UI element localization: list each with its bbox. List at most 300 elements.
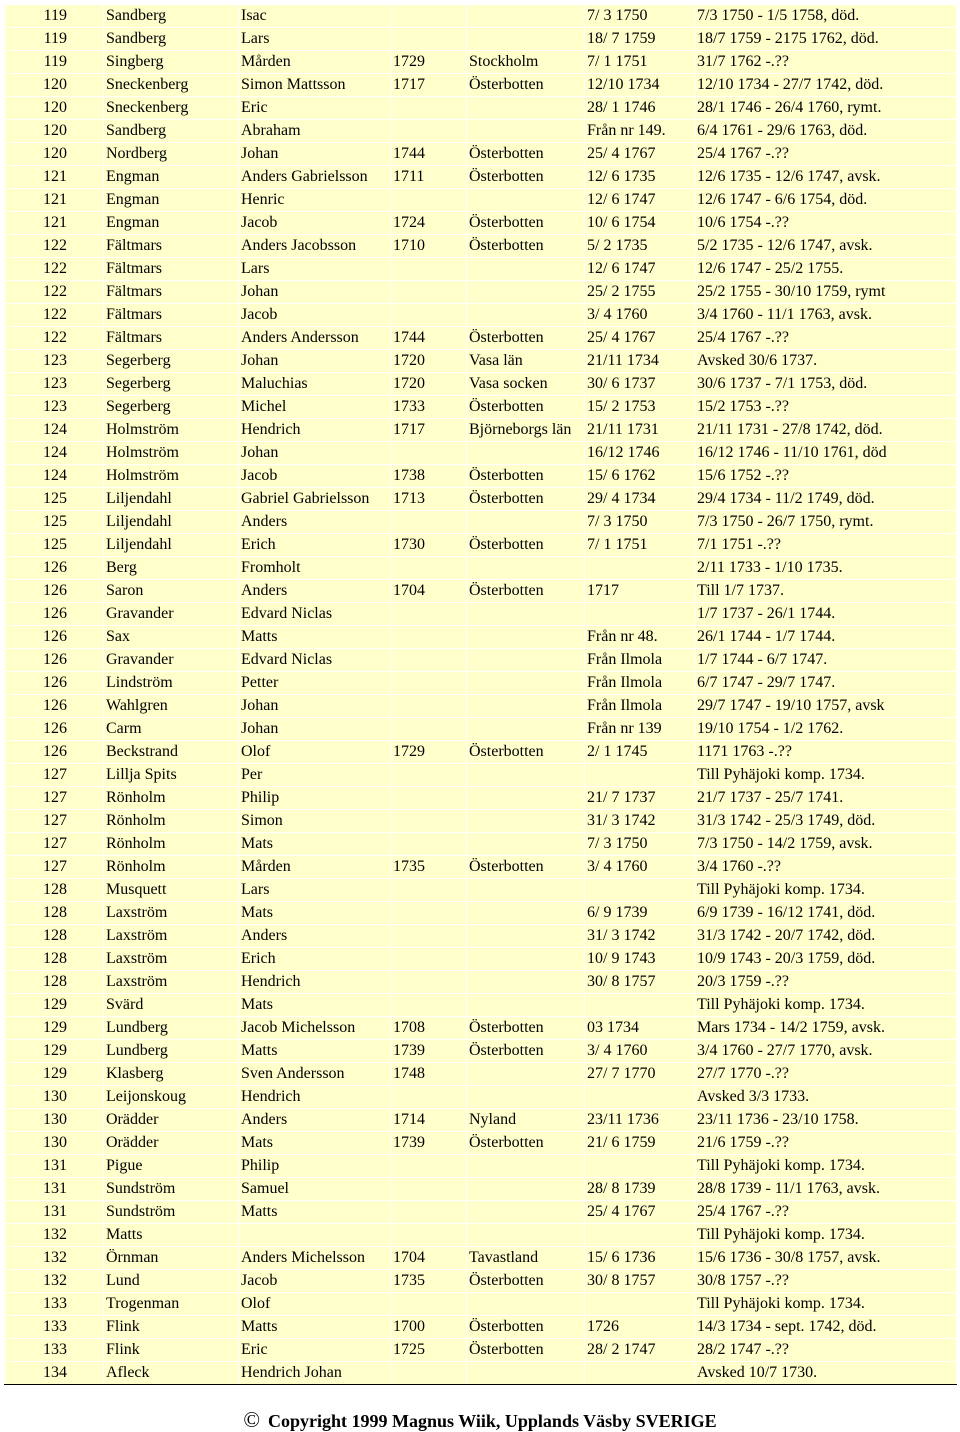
birth-year-cell <box>391 879 467 902</box>
service-period-cell: Avsked 30/6 1737. <box>695 350 957 373</box>
copyright-text: Copyright 1999 Magnus Wiik, Upplands Väsby SVERIGE <box>268 1411 717 1431</box>
birth-year-cell <box>391 764 467 787</box>
start-date-cell <box>585 1362 695 1385</box>
start-date-cell: 3/ 4 1760 <box>585 304 695 327</box>
birth-year-cell: 1720 <box>391 373 467 396</box>
birth-year-cell: 1729 <box>391 51 467 74</box>
origin-cell <box>467 1224 585 1247</box>
surname-cell: Flink <box>104 1339 239 1362</box>
start-date-cell: 7/ 3 1750 <box>585 511 695 534</box>
origin-cell: Vasa län <box>467 350 585 373</box>
table-row <box>5 1086 957 1109</box>
origin-cell: Österbotten <box>467 166 585 189</box>
birth-year-cell: 1725 <box>391 1339 467 1362</box>
origin-cell: Stockholm <box>467 51 585 74</box>
birth-year-cell <box>391 1293 467 1316</box>
birth-year-cell: 1744 <box>391 143 467 166</box>
table-row <box>5 925 957 948</box>
start-date-cell <box>585 603 695 626</box>
service-period-cell: 30/8 1757 -.?? <box>695 1270 957 1293</box>
birth-year-cell <box>391 649 467 672</box>
start-date-cell <box>585 1155 695 1178</box>
table-row <box>5 1040 957 1063</box>
given-name-cell: Matts <box>239 1040 391 1063</box>
table-row <box>5 51 957 74</box>
birth-year-cell <box>391 787 467 810</box>
given-name-cell: Jacob <box>239 212 391 235</box>
surname-cell: Laxström <box>104 925 239 948</box>
given-name-cell: Jacob <box>239 304 391 327</box>
origin-cell <box>467 1155 585 1178</box>
soldier-number-cell: 122 <box>5 304 104 327</box>
given-name-cell: Matts <box>239 1201 391 1224</box>
surname-cell: Rönholm <box>104 810 239 833</box>
birth-year-cell: 1713 <box>391 488 467 511</box>
service-period-cell: Till Pyhäjoki komp. 1734. <box>695 1224 957 1247</box>
table-row <box>5 1339 957 1362</box>
surname-cell: Laxström <box>104 902 239 925</box>
birth-year-cell <box>391 28 467 51</box>
soldier-number-cell: 127 <box>5 856 104 879</box>
birth-year-cell: 1710 <box>391 235 467 258</box>
given-name-cell: Hendrich <box>239 971 391 994</box>
birth-year-cell: 1733 <box>391 396 467 419</box>
service-period-cell: 19/10 1754 - 1/2 1762. <box>695 718 957 741</box>
service-period-cell: 23/11 1736 - 23/10 1758. <box>695 1109 957 1132</box>
service-period-cell: 16/12 1746 - 11/10 1761, död <box>695 442 957 465</box>
surname-cell: Liljendahl <box>104 511 239 534</box>
start-date-cell: Från nr 48. <box>585 626 695 649</box>
start-date-cell: 21/ 6 1759 <box>585 1132 695 1155</box>
origin-cell <box>467 28 585 51</box>
birth-year-cell: 1711 <box>391 166 467 189</box>
start-date-cell: 2/ 1 1745 <box>585 741 695 764</box>
start-date-cell: Från nr 139 <box>585 718 695 741</box>
start-date-cell: 25/ 4 1767 <box>585 327 695 350</box>
given-name-cell: Mats <box>239 902 391 925</box>
surname-cell: Laxström <box>104 948 239 971</box>
start-date-cell: 31/ 3 1742 <box>585 810 695 833</box>
service-period-cell: 25/4 1767 -.?? <box>695 143 957 166</box>
given-name-cell: Johan <box>239 718 391 741</box>
start-date-cell: 30/ 8 1757 <box>585 971 695 994</box>
surname-cell: Holmström <box>104 442 239 465</box>
birth-year-cell <box>391 925 467 948</box>
soldier-number-cell: 128 <box>5 971 104 994</box>
given-name-cell: Fromholt <box>239 557 391 580</box>
given-name-cell: Eric <box>239 97 391 120</box>
table-row <box>5 557 957 580</box>
table-row <box>5 511 957 534</box>
birth-year-cell <box>391 810 467 833</box>
given-name-cell: Edvard Niclas <box>239 603 391 626</box>
table-row <box>5 166 957 189</box>
origin-cell: Björneborgs län <box>467 419 585 442</box>
given-name-cell: Anders Andersson <box>239 327 391 350</box>
given-name-cell: Simon <box>239 810 391 833</box>
soldier-number-cell: 123 <box>5 396 104 419</box>
birth-year-cell <box>391 1155 467 1178</box>
service-period-cell: Till 1/7 1737. <box>695 580 957 603</box>
surname-cell: Örnman <box>104 1247 239 1270</box>
soldier-number-cell: 127 <box>5 764 104 787</box>
given-name-cell: Lars <box>239 258 391 281</box>
given-name-cell: Jacob Michelsson <box>239 1017 391 1040</box>
surname-cell: Lundberg <box>104 1017 239 1040</box>
start-date-cell: 25/ 2 1755 <box>585 281 695 304</box>
table-row <box>5 304 957 327</box>
service-period-cell: Avsked 10/7 1730. <box>695 1362 957 1385</box>
soldier-number-cell: 127 <box>5 810 104 833</box>
soldier-number-cell: 121 <box>5 189 104 212</box>
service-period-cell: 30/6 1737 - 7/1 1753, död. <box>695 373 957 396</box>
surname-cell: Pigue <box>104 1155 239 1178</box>
birth-year-cell: 1708 <box>391 1017 467 1040</box>
table-row <box>5 465 957 488</box>
table-row <box>5 74 957 97</box>
origin-cell <box>467 1293 585 1316</box>
origin-cell: Österbotten <box>467 1339 585 1362</box>
soldier-number-cell: 131 <box>5 1178 104 1201</box>
soldier-number-cell: 122 <box>5 258 104 281</box>
surname-cell: Engman <box>104 212 239 235</box>
birth-year-cell <box>391 902 467 925</box>
table-row <box>5 373 957 396</box>
origin-cell <box>467 442 585 465</box>
table-row <box>5 1270 957 1293</box>
soldier-number-cell: 128 <box>5 925 104 948</box>
table-row <box>5 396 957 419</box>
table-row <box>5 1201 957 1224</box>
soldier-number-cell: 130 <box>5 1086 104 1109</box>
soldier-number-cell: 131 <box>5 1155 104 1178</box>
birth-year-cell <box>391 1178 467 1201</box>
start-date-cell: 7/ 1 1751 <box>585 534 695 557</box>
origin-cell: Nyland <box>467 1109 585 1132</box>
surname-cell: Segerberg <box>104 373 239 396</box>
birth-year-cell <box>391 626 467 649</box>
start-date-cell <box>585 764 695 787</box>
service-period-cell: 15/6 1736 - 30/8 1757, avsk. <box>695 1247 957 1270</box>
table-row <box>5 1178 957 1201</box>
table-row <box>5 350 957 373</box>
service-period-cell: Till Pyhäjoki komp. 1734. <box>695 1293 957 1316</box>
table-row <box>5 856 957 879</box>
table-row <box>5 1063 957 1086</box>
origin-cell <box>467 1178 585 1201</box>
birth-year-cell: 1717 <box>391 74 467 97</box>
birth-year-cell <box>391 5 467 28</box>
soldier-number-cell: 126 <box>5 603 104 626</box>
start-date-cell: Från Ilmola <box>585 672 695 695</box>
given-name-cell: Lars <box>239 28 391 51</box>
birth-year-cell <box>391 833 467 856</box>
origin-cell <box>467 120 585 143</box>
start-date-cell: 12/ 6 1735 <box>585 166 695 189</box>
start-date-cell <box>585 1086 695 1109</box>
birth-year-cell <box>391 994 467 1017</box>
given-name-cell: Abraham <box>239 120 391 143</box>
birth-year-cell: 1748 <box>391 1063 467 1086</box>
start-date-cell: Från nr 149. <box>585 120 695 143</box>
origin-cell: Österbotten <box>467 488 585 511</box>
soldier-number-cell: 126 <box>5 557 104 580</box>
origin-cell <box>467 1362 585 1385</box>
given-name-cell: Olof <box>239 741 391 764</box>
soldier-number-cell: 123 <box>5 350 104 373</box>
birth-year-cell <box>391 971 467 994</box>
copyright-footer <box>0 1409 960 1432</box>
service-period-cell: 29/4 1734 - 11/2 1749, död. <box>695 488 957 511</box>
origin-cell: Österbotten <box>467 580 585 603</box>
soldier-number-cell: 129 <box>5 1040 104 1063</box>
given-name-cell: Hendrich <box>239 1086 391 1109</box>
soldier-number-cell: 126 <box>5 649 104 672</box>
surname-cell: Engman <box>104 189 239 212</box>
table-row <box>5 1109 957 1132</box>
soldier-number-cell: 132 <box>5 1224 104 1247</box>
surname-cell: Sneckenberg <box>104 97 239 120</box>
service-period-cell: 7/3 1750 - 26/7 1750, rymt. <box>695 511 957 534</box>
surname-cell: Lillja Spits <box>104 764 239 787</box>
table-row <box>5 1247 957 1270</box>
birth-year-cell <box>391 511 467 534</box>
birth-year-cell <box>391 189 467 212</box>
service-period-cell: 31/3 1742 - 20/7 1742, död. <box>695 925 957 948</box>
service-period-cell: 3/4 1760 - 27/7 1770, avsk. <box>695 1040 957 1063</box>
soldier-number-cell: 122 <box>5 235 104 258</box>
soldier-number-cell: 134 <box>5 1362 104 1385</box>
service-period-cell: 25/2 1755 - 30/10 1759, rymt <box>695 281 957 304</box>
origin-cell: Österbotten <box>467 74 585 97</box>
start-date-cell: 15/ 2 1753 <box>585 396 695 419</box>
start-date-cell <box>585 1224 695 1247</box>
table-row <box>5 787 957 810</box>
birth-year-cell <box>391 948 467 971</box>
surname-cell: Orädder <box>104 1109 239 1132</box>
table-row <box>5 695 957 718</box>
birth-year-cell: 1704 <box>391 1247 467 1270</box>
start-date-cell: 7/ 3 1750 <box>585 833 695 856</box>
surname-cell: Rönholm <box>104 787 239 810</box>
table-row <box>5 258 957 281</box>
surname-cell: Matts <box>104 1224 239 1247</box>
start-date-cell: 3/ 4 1760 <box>585 1040 695 1063</box>
table-row <box>5 1316 957 1339</box>
birth-year-cell: 1700 <box>391 1316 467 1339</box>
service-period-cell: 18/7 1759 - 2175 1762, död. <box>695 28 957 51</box>
table-row <box>5 419 957 442</box>
service-period-cell: 12/6 1747 - 6/6 1754, död. <box>695 189 957 212</box>
surname-cell: Laxström <box>104 971 239 994</box>
soldier-number-cell: 128 <box>5 902 104 925</box>
table-row <box>5 97 957 120</box>
surname-cell: Fältmars <box>104 235 239 258</box>
service-period-cell: Avsked 3/3 1733. <box>695 1086 957 1109</box>
origin-cell <box>467 787 585 810</box>
soldier-number-cell: 126 <box>5 580 104 603</box>
service-period-cell: 1/7 1744 - 6/7 1747. <box>695 649 957 672</box>
service-period-cell: Till Pyhäjoki komp. 1734. <box>695 1155 957 1178</box>
start-date-cell: 28/ 8 1739 <box>585 1178 695 1201</box>
soldier-number-cell: 126 <box>5 718 104 741</box>
surname-cell: Fältmars <box>104 281 239 304</box>
start-date-cell <box>585 557 695 580</box>
table-row <box>5 1362 957 1385</box>
surname-cell: Sneckenberg <box>104 74 239 97</box>
given-name-cell: Mården <box>239 51 391 74</box>
given-name-cell: Simon Mattsson <box>239 74 391 97</box>
surname-cell: Afleck <box>104 1362 239 1385</box>
surname-cell: Sundström <box>104 1201 239 1224</box>
service-period-cell: 7/3 1750 - 14/2 1759, avsk. <box>695 833 957 856</box>
given-name-cell: Mats <box>239 994 391 1017</box>
start-date-cell: 21/11 1731 <box>585 419 695 442</box>
origin-cell: Österbotten <box>467 327 585 350</box>
origin-cell: Österbotten <box>467 1132 585 1155</box>
table-row <box>5 488 957 511</box>
origin-cell <box>467 649 585 672</box>
given-name-cell: Mats <box>239 1132 391 1155</box>
given-name-cell: Johan <box>239 695 391 718</box>
register-body <box>5 5 957 1385</box>
origin-cell <box>467 603 585 626</box>
service-period-cell: 3/4 1760 - 11/1 1763, avsk. <box>695 304 957 327</box>
given-name-cell: Anders Jacobsson <box>239 235 391 258</box>
service-period-cell: 28/1 1746 - 26/4 1760, rymt. <box>695 97 957 120</box>
start-date-cell: 6/ 9 1739 <box>585 902 695 925</box>
given-name-cell: Samuel <box>239 1178 391 1201</box>
soldier-number-cell: 129 <box>5 1017 104 1040</box>
table-row <box>5 833 957 856</box>
birth-year-cell: 1744 <box>391 327 467 350</box>
given-name-cell: Michel <box>239 396 391 419</box>
birth-year-cell: 1729 <box>391 741 467 764</box>
table-row <box>5 534 957 557</box>
service-period-cell: 21/11 1731 - 27/8 1742, död. <box>695 419 957 442</box>
surname-cell: Fältmars <box>104 258 239 281</box>
service-period-cell: 27/7 1770 -.?? <box>695 1063 957 1086</box>
origin-cell <box>467 511 585 534</box>
surname-cell: Trogenman <box>104 1293 239 1316</box>
given-name-cell: Mården <box>239 856 391 879</box>
table-row <box>5 442 957 465</box>
service-period-cell: 15/6 1752 -.?? <box>695 465 957 488</box>
birth-year-cell: 1714 <box>391 1109 467 1132</box>
origin-cell <box>467 672 585 695</box>
start-date-cell: 18/ 7 1759 <box>585 28 695 51</box>
start-date-cell: 30/ 6 1737 <box>585 373 695 396</box>
given-name-cell: Matts <box>239 626 391 649</box>
origin-cell <box>467 695 585 718</box>
start-date-cell: 25/ 4 1767 <box>585 143 695 166</box>
surname-cell: Sax <box>104 626 239 649</box>
service-period-cell: 7/1 1751 -.?? <box>695 534 957 557</box>
service-period-cell: 12/10 1734 - 27/7 1742, död. <box>695 74 957 97</box>
start-date-cell: 7/ 3 1750 <box>585 5 695 28</box>
origin-cell: Österbotten <box>467 235 585 258</box>
soldier-number-cell: 132 <box>5 1270 104 1293</box>
surname-cell: Rönholm <box>104 856 239 879</box>
service-period-cell: 29/7 1747 - 19/10 1757, avsk <box>695 695 957 718</box>
origin-cell <box>467 764 585 787</box>
table-row <box>5 764 957 787</box>
table-row <box>5 28 957 51</box>
given-name-cell: Anders <box>239 580 391 603</box>
birth-year-cell: 1730 <box>391 534 467 557</box>
soldier-number-cell: 124 <box>5 465 104 488</box>
table-row <box>5 212 957 235</box>
surname-cell: Fältmars <box>104 327 239 350</box>
given-name-cell: Mats <box>239 833 391 856</box>
service-period-cell: 31/3 1742 - 25/3 1749, död. <box>695 810 957 833</box>
service-period-cell: 10/6 1754 -.?? <box>695 212 957 235</box>
origin-cell <box>467 948 585 971</box>
start-date-cell: 31/ 3 1742 <box>585 925 695 948</box>
birth-year-cell <box>391 1086 467 1109</box>
service-period-cell: 6/7 1747 - 29/7 1747. <box>695 672 957 695</box>
surname-cell: Sandberg <box>104 28 239 51</box>
soldier-number-cell: 123 <box>5 373 104 396</box>
given-name-cell: Isac <box>239 5 391 28</box>
start-date-cell: 5/ 2 1735 <box>585 235 695 258</box>
start-date-cell: 15/ 6 1762 <box>585 465 695 488</box>
service-period-cell: 1/7 1737 - 26/1 1744. <box>695 603 957 626</box>
origin-cell <box>467 971 585 994</box>
table-row <box>5 741 957 764</box>
surname-cell: Lundberg <box>104 1040 239 1063</box>
birth-year-cell <box>391 1224 467 1247</box>
soldier-number-cell: 124 <box>5 419 104 442</box>
origin-cell <box>467 879 585 902</box>
given-name-cell: Johan <box>239 281 391 304</box>
start-date-cell: 3/ 4 1760 <box>585 856 695 879</box>
start-date-cell: 27/ 7 1770 <box>585 1063 695 1086</box>
origin-cell <box>467 5 585 28</box>
birth-year-cell <box>391 695 467 718</box>
origin-cell <box>467 189 585 212</box>
service-period-cell: Mars 1734 - 14/2 1759, avsk. <box>695 1017 957 1040</box>
table-row <box>5 235 957 258</box>
birth-year-cell <box>391 442 467 465</box>
birth-year-cell: 1735 <box>391 856 467 879</box>
start-date-cell: 1717 <box>585 580 695 603</box>
table-row <box>5 971 957 994</box>
service-period-cell: 26/1 1744 - 1/7 1744. <box>695 626 957 649</box>
soldier-number-cell: 125 <box>5 511 104 534</box>
origin-cell <box>467 902 585 925</box>
service-period-cell: 21/6 1759 -.?? <box>695 1132 957 1155</box>
given-name-cell: Petter <box>239 672 391 695</box>
table-row <box>5 1293 957 1316</box>
birth-year-cell <box>391 718 467 741</box>
table-row <box>5 1017 957 1040</box>
table-row <box>5 626 957 649</box>
birth-year-cell <box>391 97 467 120</box>
given-name-cell: Sven Andersson <box>239 1063 391 1086</box>
start-date-cell: 28/ 1 1746 <box>585 97 695 120</box>
surname-cell: Liljendahl <box>104 534 239 557</box>
soldier-number-cell: 126 <box>5 672 104 695</box>
given-name-cell: Gabriel Gabrielsson <box>239 488 391 511</box>
table-row <box>5 5 957 28</box>
service-period-cell: 7/3 1750 - 1/5 1758, död. <box>695 5 957 28</box>
given-name-cell: Anders <box>239 1109 391 1132</box>
birth-year-cell <box>391 1201 467 1224</box>
service-period-cell: 5/2 1735 - 12/6 1747, avsk. <box>695 235 957 258</box>
service-period-cell: 12/6 1735 - 12/6 1747, avsk. <box>695 166 957 189</box>
start-date-cell: 15/ 6 1736 <box>585 1247 695 1270</box>
